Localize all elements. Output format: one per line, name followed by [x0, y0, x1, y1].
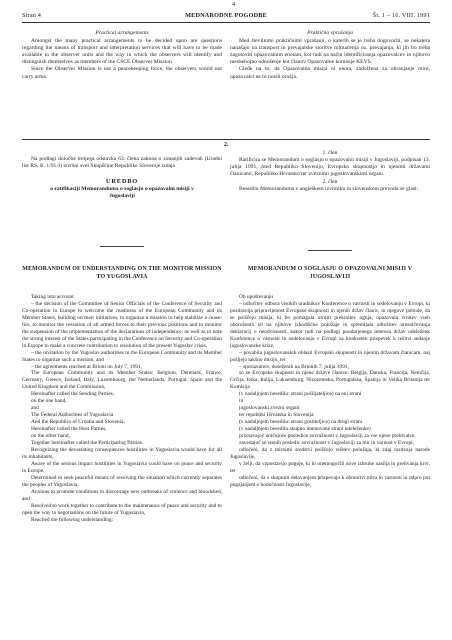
mou-line: zavedajoč se resnih posledic sovražnosti v Jugoslaviji za mir in varnost v Evropi, — [239, 440, 415, 447]
mou-line: Anxious to promote conditions to discourage new outbreaks of violence and bloodshed, and — [22, 488, 222, 502]
section-title: Practical arrangements — [95, 30, 149, 36]
mou-line: – the invitation by the Yugoslav authorities to the European Community and its Member States to organize such a mission, and — [22, 349, 222, 363]
paragraph: Med številnimi praktičnimi vprašanji, o katerih se je treba dogovoriti, se nekatera nanašajo na transport in prevajalske storitve tolmačenja oz. prevajanja, ki jih bo treba zagotoviti opazovalnim enotam, kot tudi na način identificiranja opazovalcev in njihovo medsebojno odnošenje kot članov Opazovalne komisije KEVS. — [230, 38, 430, 66]
mou-line: Recognizing the devastating consequences hostilities in Yugoslavia would have for all its inhabitants, — [22, 446, 222, 460]
section-number: 2. — [224, 142, 229, 148]
paragraph: Ratificira se Memorandum o soglasju o opazovalni misiji v Jugoslaviji, podpisan 13. julija 1991, med Republiko Slovenijo, Evropsko skupnostjo in njenimi državami članicami, Republiko Hrvatsko ter zveznimi jugoslovanskimi organi. — [230, 157, 430, 178]
mou-line: The Federal Authorities of Yugoslavia — [31, 412, 114, 419]
mou-line: – sporazumov, doseženih na Brionih 7. julija 1991, — [239, 363, 349, 370]
practical-arrangements-sl — [230, 30, 430, 81]
mou-line: (v nadaljnjem besedilu skupno imenovane strani udeleženke) — [239, 426, 371, 433]
mou-line: Hereinafter called the Host Parties, — [31, 426, 107, 433]
mou-line: And the Republics of Croatia and Slovenia, — [31, 419, 125, 426]
mou-line: priznavajoč uničujoče posledice sovražnosti v Jugoslaviji za vse njene prebivalce, — [239, 433, 416, 440]
paragraph: Amongst the many practical arrangements to be decided upon are questions regarding the means of transport and interpretation services that will have to be made available to the observer units and the way in which the observers will identify and distinguish themselves as members of the CSCE Observer Mission. — [22, 38, 222, 66]
mou-line: v želji, da vzpostavijo pogoje, ki bi onemogočili nove izbruhe nasilja in prelivanja krvi, ter — [230, 460, 430, 474]
mou-line: Resolved to work together to contribute to the maintenance of peace and security and to open the way to negotiations on the future of Yugoslavia, — [22, 502, 222, 516]
mou-line: ter republiki Hrvatska in Slovenija — [239, 412, 314, 419]
page-mark: 4 — [232, 2, 235, 8]
mou-line: – the decision of the Committee of Senior Officials of the Conference of Security and Co-operation in Europe to welcome the readiness of the European Community and its Member States, building on their initiatives, to organize a mission to help stabilize a cease-fire, to monitor the cessation of all armed forces to their previous positions and to monitor the suspension of the implementation of the declarations of independence, as well as to note the strong interest of the States participating in the Conference on Security and Co-operation in Europe to make a concrete contribution to resolution of the present Yugoslav crisis, — [22, 300, 222, 349]
section-divider — [22, 139, 430, 140]
paragraph: Na podlagi določbe tretjega odstavka 63. člena zakona o zunanjih zadevah (Uradni list RS, št. 1/91-I) izvršni svet Skupščine Republike Slovenije izdaja — [22, 156, 222, 170]
section-title: Praktična vprašanja — [307, 30, 353, 36]
issue-info: Št. 1 – 16. VIII. 1991 — [372, 12, 430, 19]
mou-line: The European Community and its Member States: Belgium, Denmark, France, Germany, Greece, Ireland, Italy, Luxembourg, the Netherlands, Portugal, Spain and the United Kingdom and the Commission, — [22, 370, 222, 391]
decree-articles — [230, 150, 430, 194]
mou-line: and — [31, 405, 39, 412]
mou-line: (v nadaljnjem besedilu: strani gostiteljice) na drugi strani — [239, 419, 363, 426]
mou-line: Reached the following understanding: — [31, 516, 114, 523]
mou-text-sl — [230, 294, 430, 489]
mou-line: so se Evropska skupnost in njene države članice: Belgija, Danska, Francija, Nemčija, Grčija, Irska, Italija, Luksemburg, Nizozemska, Portugalska, Španija in Velika Britanija ter Komisija — [230, 370, 430, 391]
mou-line: (v nadaljnjem besedilu: strani pošiljateljice) na eni strani — [239, 391, 362, 398]
short-rule-left — [100, 246, 144, 247]
mou-line: Together hereinafter called the Participating Parties. — [31, 440, 144, 447]
decree-title: UREDBO — [105, 178, 139, 186]
paragraph: Glede na to, da Opazovalna misija ni enota, zadolžena za ohranjanje miru, opazovalci ne bi nosili orožja. — [230, 66, 430, 80]
mou-line: in — [239, 398, 244, 405]
mou-line: Aware of the serious impact hostilities in Yugoslavia could have on peace and security in Europe, — [22, 460, 222, 474]
page-header — [22, 10, 430, 23]
paragraph: Since the Observer Mission is not a peacekeeping force, the observers would not carry arms. — [22, 66, 222, 80]
page-number: Stran 4 — [22, 12, 42, 19]
practical-arrangements-en — [22, 30, 222, 81]
mou-line: odločeni, da z mirnimi sredstvi poiščejo rešitev položaja, ki zdaj razdvaja narode Jugoslavije, — [230, 446, 430, 460]
decree-intro — [22, 156, 222, 200]
paragraph: Besedilo Memoranduma v angleškem izvirniku in slovenskem prevodu se glasi: — [239, 186, 419, 193]
mou-line: – odločitev odbora visokih uradnikov Konference o varnosti in sodelovanju v Evropi, ki pozdravlja pripravljenost Evropske skupnosti in njenih držav članic, in njegove pobude, da se poiščejo misija, ki bo pomagala utrditi prekinitev ognja, opazovala vrnitev vseh oboroženih sil na njihove izhodiščne položaje in spremljala odložitev uresničevanja deklaracij o neodvisnosti, kakor tudi na podlagi poudarjenega interesa držav udeleženk Konference o varnosti in sodelovanju v Evropi za konkreten prispevek k rešitvi sedanje jugoslovanske krize, — [230, 300, 430, 349]
mou-heading-en: MEMORANDUM OF UNDERSTANDING ON THE MONITOR MISSION TO YUGOSLAVIA — [22, 266, 222, 280]
mou-line: on the other hand, — [31, 433, 70, 440]
mou-text-en — [22, 294, 222, 523]
article-2-number: 2. člen — [322, 179, 338, 186]
decree-subtitle: o ratifikaciji Memoranduma o soglasju o opazovalni misiji v Jugoslaviji — [50, 186, 194, 200]
mou-line: Hereinafter called the Sending Parties, — [31, 391, 115, 398]
article-1-number: 1. člen — [322, 150, 338, 156]
mou-line: Ob upoštevanju — [239, 294, 273, 300]
mou-line: on the one hand, — [31, 398, 67, 405]
mou-line: – the agreements reached at Brioni on July 7, 1991, — [31, 363, 142, 370]
publication-title: MEDNARODNE POGODBE — [185, 12, 267, 19]
mou-line: Taking into account — [31, 294, 74, 300]
mou-line: – povabila jugoslovanskih oblasti Evropski skupnosti in njenim državam članicam, naj pošljejo takšno misijo, ter — [230, 349, 430, 363]
short-rule-right — [308, 250, 352, 251]
mou-line: odločeni, da s skupnim delovanjem prispevajo k ohranitvi miru in varnosti in odpro pot pogajanjem o bodočnosti Jugoslavije, — [230, 474, 430, 488]
mou-line: jugoslovanski zvezni organi — [239, 405, 300, 412]
mou-line: Determined to seek peaceful means of resolving the situation which currently separates the peoples of Yugoslavia, — [22, 474, 222, 488]
mou-heading-sl: MEMORANDUM O SOGLASJU O OPAZOVALNI MISIJI V JUGOSLAVIJI — [247, 266, 413, 280]
